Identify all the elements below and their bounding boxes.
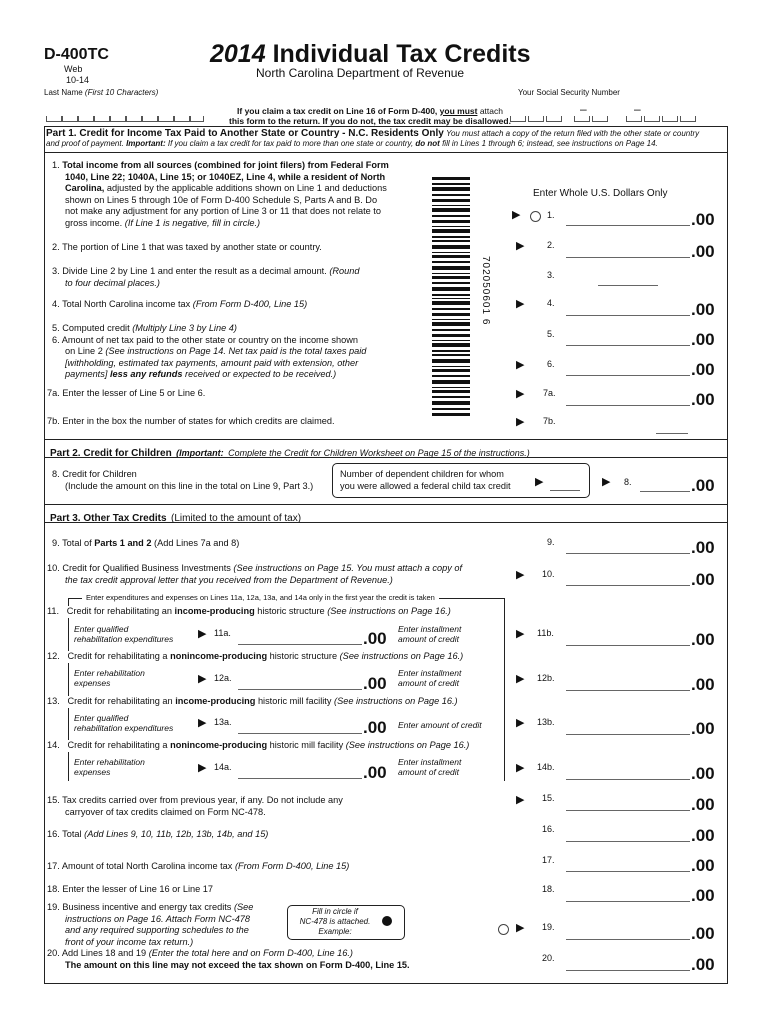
line-10-text: 10. Credit for Qualified Business Investments (See instructions on Page 15. You must attach a copy of the tax credit approval letter that you received from the Department of Revenue.) — [47, 563, 463, 585]
line-16-cents: .00 — [691, 826, 715, 845]
arrow-icon: ▶ — [516, 388, 525, 400]
line-17-text: 17. Amount of total North Carolina income tax (From Form D-400, Line 15) — [47, 861, 350, 871]
line-12a-input[interactable] — [238, 685, 362, 690]
line-15-text: 15. Tax credits carried over from previous year, if any. Do not include any carryover of tax credits claimed on Form NC-478. — [47, 795, 343, 817]
line-14b-cents: .00 — [691, 764, 715, 783]
arrow-icon: ▶ — [198, 628, 207, 640]
bracket-note: Enter expenditures and expenses on Lines 11a, 12a, 13a, and 14a only in the first year the credit is taken — [82, 593, 439, 602]
nc478-example-text: Fill in circle if NC-478 is attached. Example: — [299, 907, 371, 936]
arrow-icon: ▶ — [516, 628, 525, 640]
line-2-text: 2. The portion of Line 1 that was taxed by another state or country. — [52, 242, 322, 252]
line-13b-label: Enter amount of credit — [398, 720, 482, 730]
line-2-input[interactable] — [566, 253, 690, 258]
ssn-label: Your Social Security Number — [518, 88, 620, 97]
line-18-input[interactable] — [566, 897, 690, 902]
line-2-cents: .00 — [691, 242, 715, 261]
filled-circle-icon — [382, 916, 392, 926]
line-13-text: 13. Credit for rehabilitating an income-producing historic mill facility (See instructions on Page 16.) — [47, 696, 461, 708]
line-16-text: 16. Total (Add Lines 9, 10, 11b, 12b, 13b, 14b, and 15) — [47, 829, 269, 839]
arrow-icon: ▶ — [516, 359, 525, 371]
line-13a-cents: .00 — [363, 718, 387, 737]
line-11b-cents: .00 — [691, 630, 715, 649]
form-id: D-400TC — [44, 46, 109, 63]
line-14-text: 14. Credit for rehabilitating a nonincome-producing historic mill facility (See instructions on Page 16.) — [47, 740, 472, 752]
line-7b-input[interactable] — [656, 429, 688, 434]
part2-header: Part 2. Credit for Children (Important: Complete the Credit for Children Worksheet on Page 15 of the instructions.) — [50, 448, 530, 459]
arrow-icon: ▶ — [198, 762, 207, 774]
line-20-input[interactable] — [566, 966, 690, 971]
line-13a-label: Enter qualified rehabilitation expenditures — [74, 713, 174, 733]
line-13b-cents: .00 — [691, 719, 715, 738]
arrow-icon: ▶ — [602, 476, 611, 488]
line-20-cents: .00 — [691, 955, 715, 974]
arrow-icon: ▶ — [516, 673, 525, 685]
line-14b-label: Enter installment amount of credit — [398, 757, 462, 777]
line-8-input[interactable] — [640, 487, 690, 492]
form-subtitle: North Carolina Department of Revenue — [256, 66, 465, 80]
form-date: 10-14 — [66, 75, 90, 85]
line-11-text: 11. Credit for rehabilitating an income-producing historic structure (See instructions on Page 16.) — [47, 606, 454, 618]
line-3-text: 3. Divide Line 2 by Line 1 and enter the result as a decimal amount. (Round to four decimal places.) — [52, 266, 360, 288]
line-14a-label: Enter rehabilitation expenses — [74, 757, 145, 777]
arrow-icon: ▶ — [198, 717, 207, 729]
line-18-text: 18. Enter the lesser of Line 16 or Line 17 — [47, 884, 214, 894]
form-web-label: Web — [64, 64, 83, 74]
line-15-input[interactable] — [566, 806, 690, 811]
line-4-cents: .00 — [691, 300, 715, 319]
line-7a-input[interactable] — [566, 401, 690, 406]
ssn-field[interactable] — [508, 102, 728, 122]
ssn-dash: – — [634, 102, 641, 116]
line-12-text: 12. Credit for rehabilitating a nonincome-producing historic structure (See instructions on Page 16.) — [47, 651, 466, 663]
line-7a-text: 7a. Enter the lesser of Line 5 or Line 6. — [47, 388, 206, 398]
line-11a-cents: .00 — [363, 629, 387, 648]
line-19-text: 19. Business incentive and energy tax credits (See instructions on Page 16. Attach Form NC-478 and any required supporting schedules to the front of your income tax return.) — [47, 902, 254, 947]
line-7b-text: 7b. Enter in the box the number of states for which credits are claimed. — [47, 416, 335, 426]
arrow-icon: ▶ — [516, 569, 525, 581]
line-11b-label: Enter installment amount of credit — [398, 624, 462, 644]
line-14a-cents: .00 — [363, 763, 387, 782]
arrow-icon: ▶ — [516, 717, 525, 729]
line-18-cents: .00 — [691, 886, 715, 905]
line-8-text: 8. Credit for Children (Include the amount on this line in the total on Line 9, Part 3.) — [52, 469, 314, 491]
line-12b-label: Enter installment amount of credit — [398, 668, 462, 688]
part3-header: Part 3. Other Tax Credits (Limited to the amount of tax) — [50, 513, 302, 524]
line-14b-input[interactable] — [566, 775, 690, 780]
arrow-icon: ▶ — [198, 673, 207, 685]
children-count-input[interactable] — [550, 486, 580, 491]
line-11b-input[interactable] — [566, 641, 690, 646]
line-15-cents: .00 — [691, 795, 715, 814]
line-1-cents: .00 — [691, 210, 715, 229]
arrow-icon: ▶ — [516, 416, 525, 428]
arrow-icon: ▶ — [516, 794, 525, 806]
line-13a-input[interactable] — [238, 729, 362, 734]
line-12a-label: Enter rehabilitation expenses — [74, 668, 145, 688]
line-19-input[interactable] — [566, 935, 690, 940]
line-12b-cents: .00 — [691, 675, 715, 694]
line-1-text: 1. Total income from all sources (combined for joint filers) from Federal Form 1040, Line 22; 1040A, Line 15; or 1040EZ, Line 4, while a resident of North Carolina, adjusted by the applicable additions shown on Line 1 and deductions shown on Lines 5 through 10e of Form D-400 Schedule S, Parts A and B. Do not make any adjustment for any portion of Line 3 or 11 that does not relate to gross income. (If Line 1 is negative, fill in circle.) — [52, 160, 389, 228]
part1-header: Part 1. Credit for Income Tax Paid to Another State or Country - N.C. Residents Only You must attach a copy of the return filed with the other state or country and proof of payment. Important: If you claim a tax credit for tax paid to more than one state or country, do not fill in Lines 1 through 6; instead, see instructions on Page 14. — [46, 128, 700, 148]
arrow-icon: ▶ — [512, 209, 521, 221]
line-12b-input[interactable] — [566, 686, 690, 691]
line-5-6-text: 5. Computed credit (Multiply Line 3 by Line 4) 6. Amount of net tax paid to the other state or country on the income shown on Line 2 (See instructions on Page 14. Net tax paid is the total taxes paid [withholding, estimated tax payments, amount paid with extension, other payments] less any refunds received or expected to be received.) — [52, 323, 367, 380]
form-title: 2014 Individual Tax Credits — [210, 40, 531, 68]
line-1-input[interactable] — [566, 221, 690, 226]
line-8-cents: .00 — [691, 476, 715, 495]
line-4-text: 4. Total North Carolina income tax (From Form D-400, Line 15) — [52, 299, 308, 309]
line-14a-input[interactable] — [238, 774, 362, 779]
line-9-text: 9. Total of Parts 1 and 2 (Add Lines 7a and 8) — [52, 538, 240, 548]
line-9-input[interactable] — [566, 549, 690, 554]
arrow-icon: ▶ — [516, 240, 525, 252]
line-17-input[interactable] — [566, 867, 690, 872]
negative-circle[interactable] — [530, 211, 541, 222]
line-11a-input[interactable] — [238, 640, 362, 645]
whole-dollars-note: Enter Whole U.S. Dollars Only — [533, 188, 668, 199]
line-4-input[interactable] — [566, 311, 690, 316]
last-name-field[interactable] — [46, 116, 202, 121]
arrow-icon: ▶ — [516, 762, 525, 774]
line-6-cents: .00 — [691, 360, 715, 379]
line-3-input[interactable] — [598, 281, 658, 286]
line-20-text: 20. Add Lines 18 and 19 (Enter the total here and on Form D-400, Line 16.) The amount on this line may not exceed the tax shown on Form D-400, Line 15. — [47, 948, 410, 970]
arrow-icon: ▶ — [535, 476, 544, 488]
line-11a-label: Enter qualified rehabilitation expenditures — [74, 624, 174, 644]
attach-warning: If you claim a tax credit on Line 16 of Form D-400, you must attach this form to the return. If you do not, the tax credit may be disallowed. — [229, 106, 511, 126]
line-16-input[interactable] — [566, 837, 690, 842]
line-5-input[interactable] — [566, 341, 690, 346]
line-5-cents: .00 — [691, 330, 715, 349]
last-name-label: Last Name (First 10 Characters) — [44, 88, 159, 97]
arrow-icon: ▶ — [516, 298, 525, 310]
line-7a-cents: .00 — [691, 390, 715, 409]
children-count-label: Number of dependent children for whom you were allowed a federal child tax credit — [340, 469, 511, 491]
line-13b-input[interactable] — [566, 730, 690, 735]
arrow-icon: ▶ — [516, 922, 525, 934]
line-10-cents: .00 — [691, 570, 715, 589]
line-17-cents: .00 — [691, 856, 715, 875]
line-6-input[interactable] — [566, 371, 690, 376]
line-19-cents: .00 — [691, 924, 715, 943]
line-9-cents: .00 — [691, 538, 715, 557]
line-10-input[interactable] — [566, 581, 690, 586]
ssn-dash: – — [580, 102, 587, 116]
barcode-number: 702050601 6 — [480, 256, 491, 326]
barcode — [432, 177, 470, 417]
nc478-attached-circle[interactable] — [498, 924, 509, 935]
line-12a-cents: .00 — [363, 674, 387, 693]
